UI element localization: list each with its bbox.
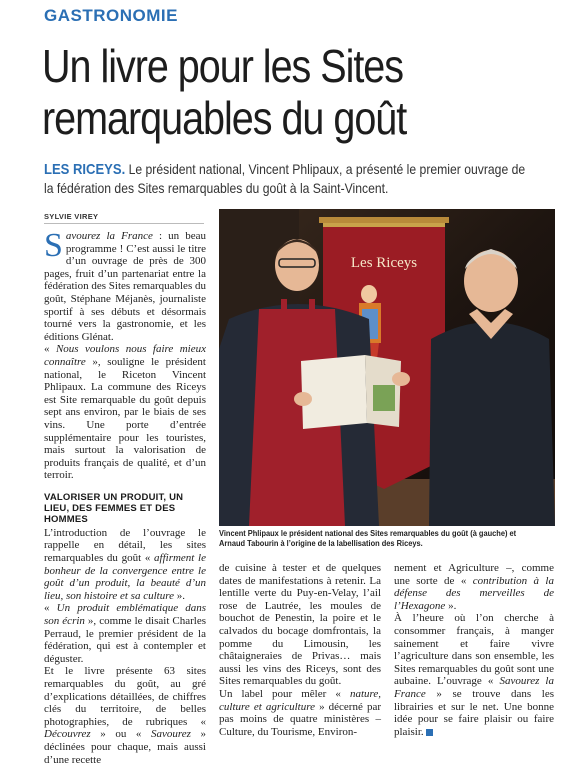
article-paragraph (219, 688, 381, 738)
paragraph-text: nement et Agriculture –, comme une sorte de « (394, 562, 554, 587)
paragraph-text: ». (445, 599, 457, 612)
paragraph-text: L’introduction de l’ouvrage le rappelle en détail, les sites remarquables du goût « (44, 526, 206, 565)
article-photo (219, 209, 555, 526)
article-subhead: VALORISER UN PRODUIT, UN LIEU, DES FEMMES ET DES HOMMES (44, 491, 184, 525)
article-column-2 (219, 562, 381, 738)
quote-text: nature, culture et agriculture (219, 687, 381, 713)
quote-text: contribution à la défense des merveilles de l’Hexagone (394, 574, 554, 612)
article-paragraph (394, 562, 554, 612)
article-paragraph (44, 527, 206, 603)
quote-text: Nous voulons nous faire mieux connaître (44, 343, 207, 368)
article-paragraph: de cuisine à tester et de quelques dates de manifestations à retenir. La lentille verte du Puy-en-Velay, l’ail rose de Lautrée, les moules de bouchot de Penestin, la poire et le calvados du bocage domfrontais, la pomme du Limousin, les châtaigneraies de Privas… mais aussi les vins des Riceys, sont des Sites remarquables du goût. (219, 562, 381, 688)
paragraph-text: » déclinées pour chaque, mais aussi d’une recette (44, 728, 207, 766)
standfirst (44, 160, 531, 198)
paragraph-text: », comme le disait Charles Perraud, le premier président de la fédération, qui est à contempler et déguster. (44, 615, 206, 665)
drop-cap: S (44, 227, 63, 264)
quote-open: « (44, 343, 56, 356)
paragraph-text: » ou « (90, 728, 151, 741)
quote-text: Découvrez (44, 728, 91, 741)
standfirst-text: Le président national, Vincent Phlipaux, a présenté le premier ouvrage de la fédération des Sites remarquables du goût à la Saint-Vincent. (44, 161, 526, 196)
byline: SYLVIE VIREY (44, 212, 99, 221)
article-paragraph (394, 612, 554, 738)
article-column-3 (394, 562, 554, 738)
quote-text: Savourez la France (394, 675, 554, 700)
paragraph-text: », souligne le président national, le Riceton Vincent Phlipaux. La commune des Riceys est Site remarquable du goût depuis sept ans environ, par le biais de ses vins. Une porte d’entrée supplémentaire pour les touristes, mais surtout la valorisation de produits français de qualité, et d’un terroir. (44, 355, 206, 482)
paragraph-text: » se trouve dans les librairies et sur le net. Une bonne idée pour se faire plaisir ou faire plaisir. (394, 687, 554, 738)
standfirst-place: LES RICEYS. (44, 161, 126, 178)
photo-caption: Vincent Phlipaux le président national des Sites remarquables du goût (à gauche) et Arnaud Tabourin à l’origine de la labellisation des Riceys. (219, 529, 517, 548)
quote-text: Un produit emblématique dans son écrin (44, 602, 207, 628)
quote-open: « (44, 602, 57, 615)
article-column-1 (44, 227, 207, 766)
paragraph-text: À l’heure où l’on cherche à consommer français, à manger sainement et faire vivre l’agriculture dans son ensemble, les Sites remarquables du goût sont une aubaine. L’ouvrage « (394, 612, 554, 688)
byline-rule (44, 223, 204, 224)
article-paragraph (44, 602, 206, 665)
headline-line-1: Un livre pour les Sites (42, 40, 404, 92)
quote-text: Savourez (151, 728, 191, 741)
paragraph-text: : un beau programme ! C’est aussi le titre d’un ouvrage de près de 300 pages, fruit d’un partenariat entre la fédération des Sites remarquables du goût, Stéphane Méjanès, journaliste sportif à ses débuts et désormais tourné vers la gastronomie, et les éditions Glénat. (44, 230, 206, 343)
article-paragraph (44, 343, 206, 482)
headline (42, 40, 472, 144)
italic-title: avourez la France (65, 230, 153, 242)
article-paragraph (44, 227, 206, 343)
paragraph-text: Et le livre présente 63 sites remarquables du goût, au gré d’explications détaillées, de chiffres clés du territoire, de belles photographies, de rubriques « (44, 665, 206, 728)
paragraph-text: Un label pour mêler « (219, 687, 350, 700)
paragraph-text: ». (173, 589, 185, 602)
end-square-icon (426, 729, 433, 736)
banner-text: Les Riceys (350, 255, 418, 271)
article-paragraph (44, 665, 206, 766)
section-rubric: GASTRONOMIE (44, 6, 178, 25)
paragraph-text: » décerné par pas moins de quatre ministères – Culture, du Tourisme, Environ- (219, 700, 381, 738)
quote-text: affirment le bonheur de la convergence entre le goût d’un produit, la beauté d’un lieu, son histoire et sa culture (44, 552, 206, 602)
headline-line-2: remarquables du goût (42, 92, 407, 144)
